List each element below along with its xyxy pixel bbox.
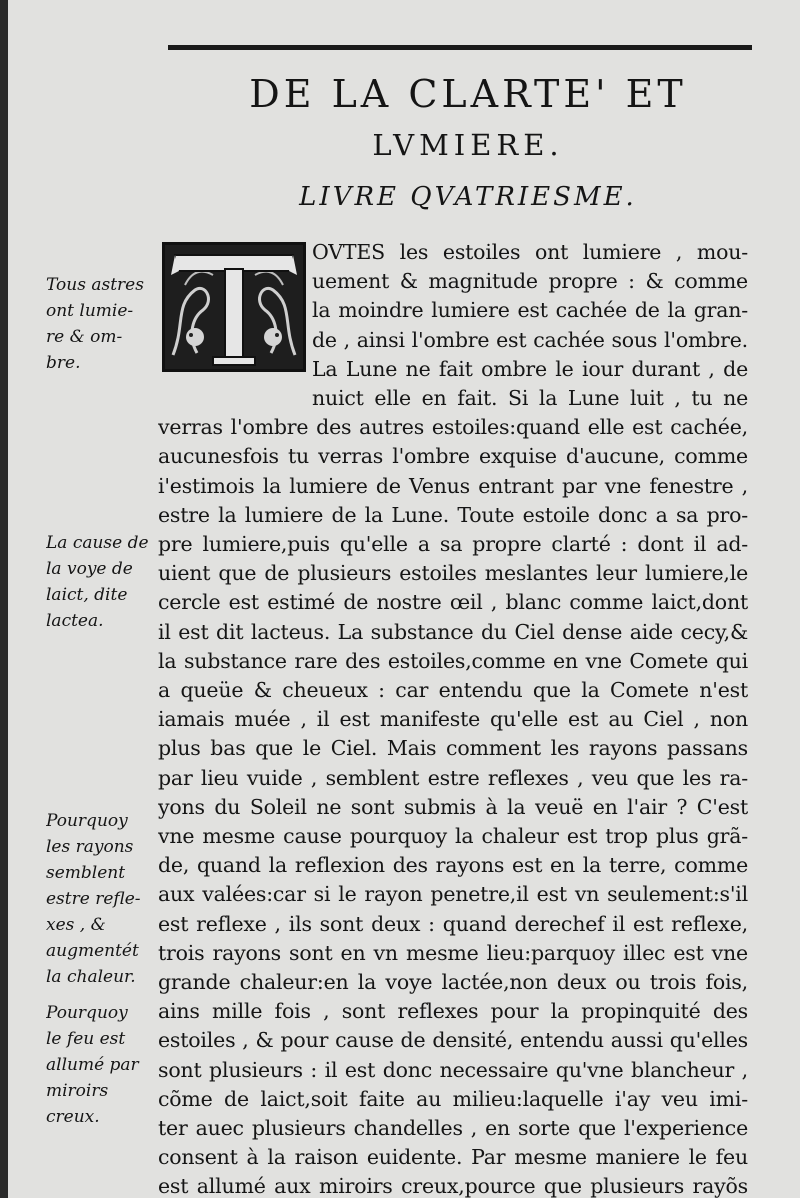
body-text-line: verras l'ombre des autres estoiles:quand elle est cachée,: [158, 415, 748, 440]
margin-note-line: semblent: [46, 863, 126, 883]
margin-note-line: Pourquoy: [46, 1003, 128, 1023]
body-text-line: consent à la raison euidente. Par mesme maniere le feu: [158, 1145, 748, 1170]
body-text-line: sont plusieurs : il est donc necessaire qu'vne blancheur ,: [158, 1057, 748, 1082]
dropcap-illustration: [165, 245, 303, 369]
margin-note: [46, 272, 156, 376]
margin-note-line: bre.: [46, 353, 81, 373]
margin-note: [46, 530, 156, 634]
body-text-line: a queüe & cheueux : car entendu que la Comete n'est: [158, 678, 748, 702]
ornamental-dropcap-t-icon: [162, 242, 306, 372]
margin-note-line: la voye de: [46, 559, 133, 579]
body-text-line: aux valées:car si le rayon penetre,il est vn seulement:s'il: [158, 882, 748, 907]
margin-note-line: la chaleur.: [46, 967, 136, 987]
body-text-line: estre la lumiere de la Lune. Toute estoile donc a sa pro-: [158, 502, 748, 527]
chapter-title-line-2: LVMIERE.: [372, 128, 564, 162]
body-text-line: cercle est estimé de nostre œil , blanc comme laict,dont: [158, 590, 748, 615]
margin-note-line: Pourquoy: [46, 811, 128, 831]
body-text-line: ains mille fois , sont reflexes pour la propinquité des: [158, 999, 748, 1024]
body-text-line: pre lumiere,puis qu'elle a sa propre clarté : dont il ad-: [158, 532, 748, 556]
body-text-line: est allumé aux miroirs creux,pource que plusieurs rayõs: [158, 1174, 748, 1198]
margin-note-line: La cause de: [46, 533, 149, 553]
body-text-line: cõme de laict,soit faite au milieu:laquelle i'ay veu imi-: [158, 1086, 748, 1111]
body-text-line: La Lune ne fait ombre le iour durant , de: [312, 356, 748, 381]
body-text-line: de, quand la reflexion des rayons est en la terre, comme: [158, 853, 748, 878]
margin-note-line: le feu est: [46, 1029, 126, 1049]
body-text-line: yons du Soleil ne sont submis à la veuë en l'air ? C'est: [158, 794, 748, 819]
margin-note-line: xes , &: [46, 915, 106, 935]
body-text-line: grande chaleur:en la voye lactée,non deux ou trois fois,: [158, 970, 748, 994]
chapter-title-line-1: DE LA CLARTE' ET: [249, 72, 687, 116]
body-text-line: plus bas que le Ciel. Mais comment les rayons passans: [158, 736, 748, 761]
body-text-line: ter auec plusieurs chandelles , en sorte que l'experience: [158, 1116, 748, 1140]
margin-note-line: ont lumie-: [46, 301, 134, 321]
margin-note-line: miroirs: [46, 1081, 109, 1101]
body-text-line: la moindre lumiere est cachée de la gran-: [312, 298, 748, 323]
body-text-line: i'estimois la lumiere de Venus entrant par vne fenestre ,: [158, 473, 748, 498]
body-text-line: il est dit lacteus. La substance du Ciel dense aide cecy,&: [158, 619, 748, 644]
book-title: LIVRE QVATRIESME.: [299, 182, 637, 212]
margin-note-line: estre refle-: [46, 889, 141, 909]
margin-note: [46, 808, 156, 990]
body-text-line: OVTES les estoiles ont lumiere , mou-: [312, 240, 748, 264]
margin-note: [46, 1000, 156, 1130]
body-text-line: est reflexe , ils sont deux : quand derechef il est reflexe,: [158, 911, 748, 936]
margin-note-line: lactea.: [46, 611, 104, 631]
page-binding-edge: [0, 0, 8, 1198]
margin-note-line: Tous astres: [46, 275, 144, 295]
margin-note-line: creux.: [46, 1107, 100, 1127]
body-text-line: uient que de plusieurs estoiles meslantes leur lumiere,le: [158, 561, 748, 586]
margin-note-line: les rayons: [46, 837, 134, 857]
header-rule: [168, 45, 752, 50]
margin-note-line: re & om-: [46, 327, 123, 347]
body-text-line: vne mesme cause pourquoy la chaleur est trop plus grã-: [158, 824, 748, 848]
body-text-line: nuict elle en fait. Si la Lune luit , tu ne: [312, 386, 748, 410]
body-text-line: la substance rare des estoiles,comme en vne Comete qui: [158, 648, 748, 673]
body-text-line: aucunesfois tu verras l'ombre exquise d'aucune, comme: [158, 444, 748, 469]
body-text-line: iamais muée , il est manifeste qu'elle est au Ciel , non: [158, 707, 748, 732]
margin-note-line: laict, dite: [46, 585, 128, 605]
body-text-line: par lieu vuide , semblent estre reflexes , veu que les ra-: [158, 765, 748, 790]
margin-note-line: allumé par: [46, 1055, 139, 1075]
body-text-line: trois rayons sont en vn mesme lieu:parquoy illec est vne: [158, 940, 748, 965]
body-text-line: uement & magnitude propre : & comme: [312, 269, 748, 294]
body-text-line: de , ainsi l'ombre est cachée sous l'ombre.: [312, 327, 748, 352]
body-text-line: estoiles , & pour cause de densité, entendu aussi qu'elles: [158, 1028, 748, 1053]
margin-note-line: augmentét: [46, 941, 139, 961]
